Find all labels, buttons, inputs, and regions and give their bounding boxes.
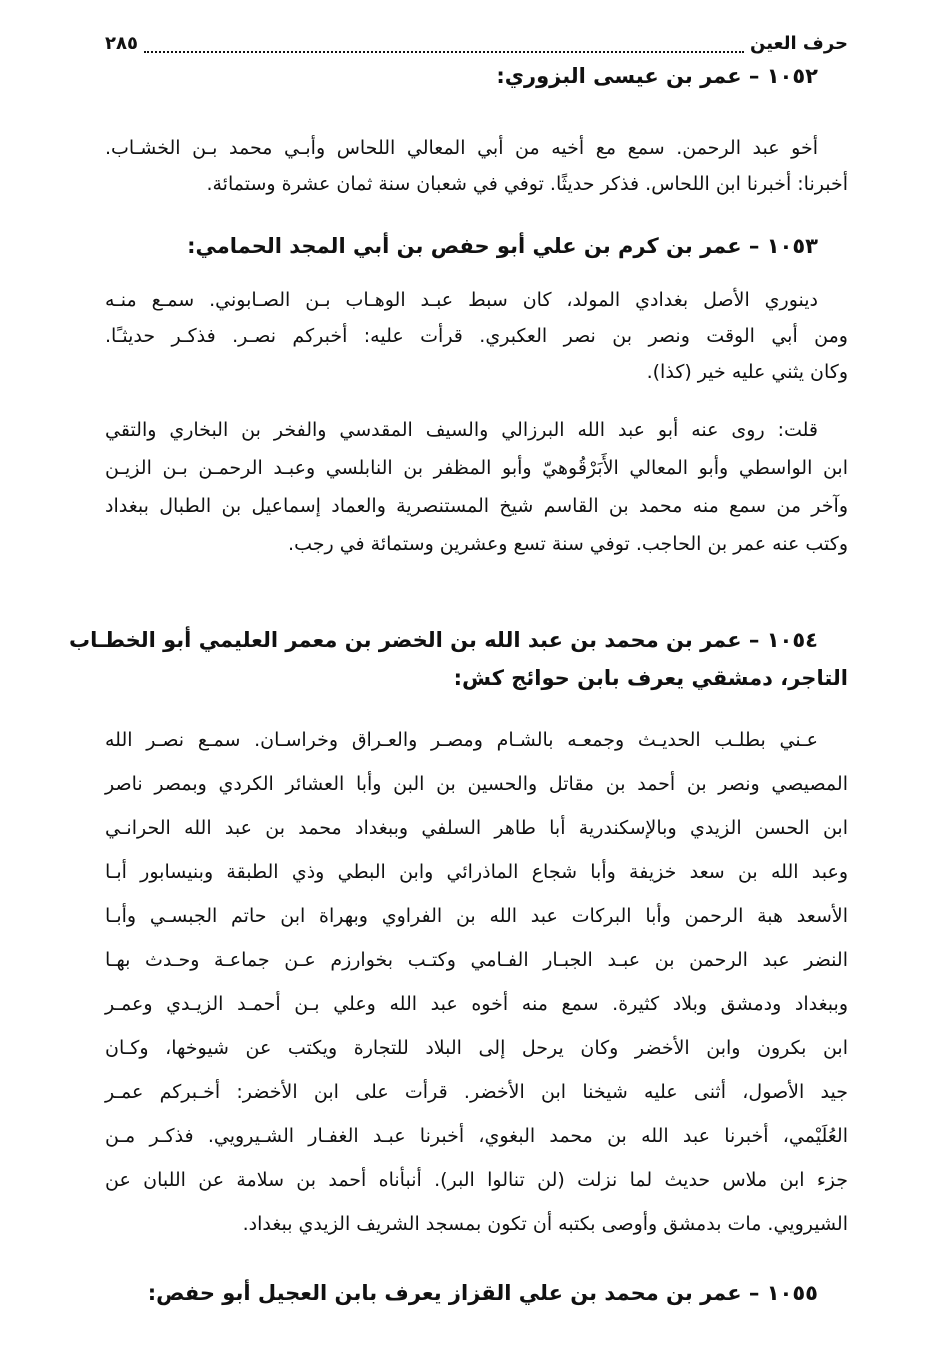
- section-title: حرف العين: [750, 32, 848, 54]
- text-line: المصيصي ونصر بن أحمد بن مقاتل والحسين بن البن وأبا العشائر الكردي وبمصر ناصر: [105, 773, 848, 795]
- page-number: ٢٨٥: [105, 32, 138, 54]
- text-line: الأسعد هبة الرحمن وأبا البركات عبد الله بن الفراوي وبهراة ابن حاتم الجبسـي وأبـا: [105, 905, 848, 927]
- text-line: وكان يثني عليه خير (كذا).: [646, 361, 848, 383]
- text-line: العُلَيْمي، أخبرنا عبد الله بن محمد البغوي، أخبرنا عبـد الغفـار الشـيرويي. فذكـر مـن: [105, 1125, 848, 1147]
- text-line: ابن بكرون وابن الأخضر وكان يرحل إلى البلاد للتجارة ويكتب عن شيوخها، وكـان: [105, 1037, 848, 1059]
- text-line: وعبد الله بن سعد خزيفة وأبا شجاع الماذرائي وابن البطي وذي الطبقة وبنيسابور أبـا: [105, 861, 848, 883]
- text-line: جزء ابن ملاس حديث لما نزلت (لن تنالوا البر). أنبأناه أحمد بن سلامة عن اللبان عن: [105, 1169, 848, 1191]
- text-line: عـني بطلـب الحديـث وجمعـه بالشـام ومصـر والعـراق وخراسـان. سمـع نصـر الله: [105, 729, 818, 751]
- running-header: [105, 26, 848, 60]
- text-line: وكتب عنه عمر بن الحاجب. توفي سنة تسع وعشرين وستمائة في رجب.: [288, 533, 848, 555]
- entry-heading-1053: ١٠٥٣ – عمر بن كرم بن علي أبو حفص بن أبي المجد الحمامي:: [187, 234, 818, 258]
- entry-heading-1054: ١٠٥٤ – عمر بن محمد بن عبد الله بن الخضر بن معمر العليمي أبو الخطـاب: [68, 628, 818, 652]
- leader-dots: [144, 43, 744, 53]
- text-line: وببغداد ودمشق وبلاد كثيرة. سمع منه أخوه عبد الله وعلي بـن أحمـد الزيـدي وعمـر: [105, 993, 848, 1015]
- entry-heading-1052: ١٠٥٢ – عمر بن عيسى البزوري:: [496, 64, 818, 88]
- text-line: دينوري الأصل بغدادي المولد، كان سبط عبـد الوهـاب بـن الصـابوني. سمـع منـه: [105, 289, 818, 311]
- text-line: أخو عبد الرحمن. سمع مع أخيه من أبي المعالي اللحاس وأبـي محمد بـن الخشـاب.: [105, 137, 818, 159]
- entry-heading-1054-cont: التاجر، دمشقي يعرف بابن حوائج كش:: [453, 666, 848, 690]
- text-line: ابن الواسطي وأبو المعالي الأَبَرْقُوهيّ وأبو المظفر بن النابلسي وعبـد الرحمـن بـن الزيـن: [105, 457, 848, 479]
- text-line: وآخر من سمع منه محمد بن القاسم شيخ المستنصرية والعماد إسماعيل بن الطبال ببغداد: [105, 495, 848, 517]
- text-line: ومن أبي الوقت ونصر بن نصر العكبري. قرأت عليه: أخبركم نصـر. فذكـر حديثـًا.: [105, 325, 848, 347]
- text-line: ابن الحسن الزيدي وبالإسكندرية أبا طاهر السلفي وببغداد محمد بن عبد الله الحرانـي: [105, 817, 848, 839]
- entry-heading-1055: ١٠٥٥ – عمر بن محمد بن علي القزاز يعرف بابن العجيل أبو حفص:: [147, 1281, 818, 1305]
- text-line: جيد الأصول، أثنى عليه شيخنا ابن الأخضر. قرأت على ابن الأخضر: أخـبركم عمـر: [105, 1081, 848, 1103]
- text-line: أخبرنا: أخبرنا ابن اللحاس. فذكر حديثًا. توفي في شعبان سنة ثمان عشرة وستمائة.: [206, 173, 848, 195]
- text-line: النضر عبد الرحمن بن عبـد الجبـار الفـامي وكتـب بخوارزم عـن جماعـة وحـدث بهـا: [105, 949, 848, 971]
- text-line: الشيرويي. مات بدمشق وأوصى بكتبه أن تكون بمسجد الشريف الزيدي ببغداد.: [242, 1213, 848, 1235]
- text-line: قلت: روى عنه أبو عبد الله البرزالي والسيف المقدسي والفخر بن البخاري والتقي: [105, 419, 818, 441]
